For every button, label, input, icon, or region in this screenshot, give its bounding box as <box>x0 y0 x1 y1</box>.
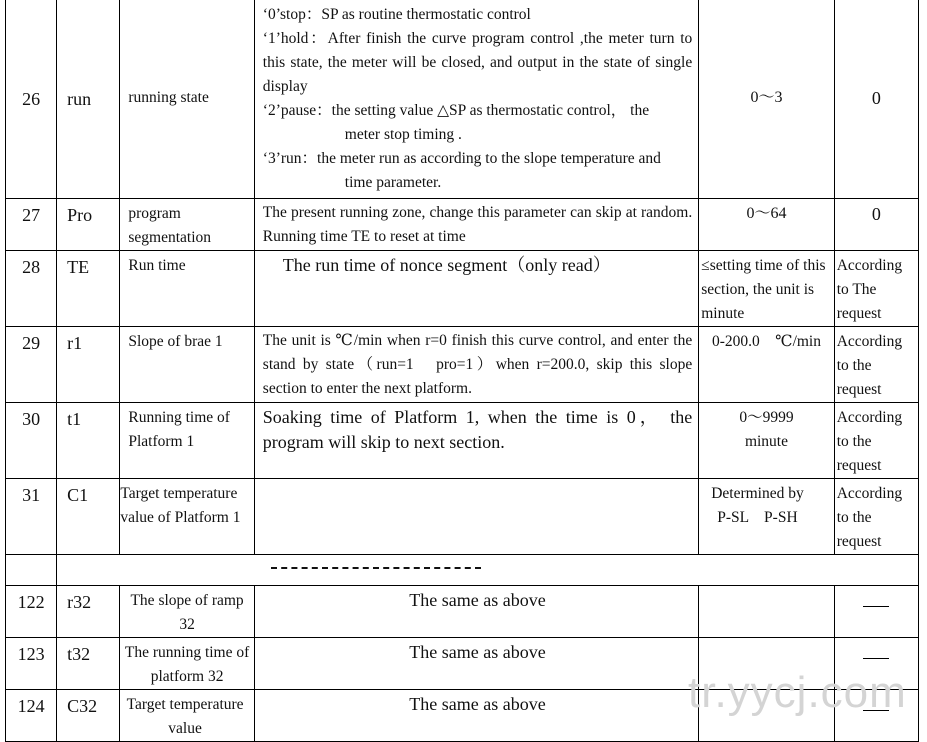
param-range: ≤setting time of this section, the unit is minute <box>699 251 834 327</box>
param-description: The same as above <box>254 690 698 742</box>
param-name: The slope of ramp 32 <box>120 586 254 638</box>
param-name: Target temperature value <box>120 690 254 742</box>
param-description <box>254 479 698 555</box>
param-code: r32 <box>57 586 120 638</box>
table-row <box>6 327 919 403</box>
param-name: Run time <box>120 251 254 327</box>
param-name: program segmentation <box>120 199 254 251</box>
table-row <box>6 0 919 199</box>
param-default: According to The request <box>834 251 918 327</box>
param-number: 123 <box>6 638 57 690</box>
param-description: Soaking time of Platform 1, when the time is 0， the program will skip to next section. <box>254 403 698 479</box>
param-default-blank <box>834 586 918 638</box>
table-row <box>6 586 919 638</box>
desc-line: ‘3’run：the meter run as according to the slope temperature and <box>262 150 661 167</box>
param-name: Target temperature value of Platform 1 <box>120 479 254 555</box>
parameter-table <box>5 0 919 742</box>
param-description: The unit is ℃/min when r=0 finish this curve control, and enter the stand by state（run=1 pro=1）when r=200.0, skip this slope section to enter the next platform. <box>254 327 698 403</box>
param-default: 0 <box>834 0 918 199</box>
blank-line <box>863 642 889 659</box>
desc-line: ‘2’pause：the setting value △SP as thermostatic control， the <box>262 102 650 119</box>
param-number: 30 <box>6 403 57 479</box>
param-description: The same as above <box>254 638 698 690</box>
param-number: 28 <box>6 251 57 327</box>
param-code: run <box>57 0 120 199</box>
param-description <box>254 0 698 199</box>
desc-line: meter stop timing . <box>344 126 462 143</box>
param-name: The running time of platform 32 <box>120 638 254 690</box>
param-range: Determined by P-SL P-SH <box>699 479 834 555</box>
table-row <box>6 251 919 327</box>
ellipsis-divider <box>57 555 919 586</box>
param-code: Pro <box>57 199 120 251</box>
param-default: According to the request <box>834 403 918 479</box>
param-number: 31 <box>6 479 57 555</box>
param-name: Running time of Platform 1 <box>120 403 254 479</box>
param-code: C32 <box>57 690 120 742</box>
dashed-line <box>271 567 481 569</box>
param-number: 122 <box>6 586 57 638</box>
param-default: According to the request <box>834 479 918 555</box>
param-code: t32 <box>57 638 120 690</box>
separator-row <box>6 555 919 586</box>
param-number: 27 <box>6 199 57 251</box>
param-range: 0～64 <box>699 199 834 251</box>
param-range: 0～3 <box>699 0 834 199</box>
desc-line: ‘0’stop：SP as routine thermostatic control <box>262 6 531 23</box>
param-name: running state <box>120 0 254 199</box>
param-code: TE <box>57 251 120 327</box>
desc-line: ‘1’hold：After finish the curve program control ,the meter turn to this state, the meter will be closed, and output in the state of single display <box>262 30 693 95</box>
param-default: 0 <box>834 199 918 251</box>
param-range: 0～9999 minute <box>699 403 834 479</box>
param-name: Slope of brae 1 <box>120 327 254 403</box>
param-default: According to the request <box>834 327 918 403</box>
watermark: tr.yycj.com <box>688 668 907 717</box>
separator-cell <box>6 555 57 586</box>
table-row <box>6 479 919 555</box>
param-code: C1 <box>57 479 120 555</box>
param-number: 29 <box>6 327 57 403</box>
param-range: 0-200.0 ℃/min <box>699 327 834 403</box>
param-number: 26 <box>6 0 57 199</box>
param-code: r1 <box>57 327 120 403</box>
table-row <box>6 403 919 479</box>
param-description: The same as above <box>254 586 698 638</box>
desc-line: time parameter. <box>344 174 442 191</box>
blank-line <box>863 590 889 607</box>
param-code: t1 <box>57 403 120 479</box>
param-description: The run time of nonce segment（only read） <box>254 251 698 327</box>
param-number: 124 <box>6 690 57 742</box>
table-row <box>6 199 919 251</box>
param-range <box>699 586 834 638</box>
param-description: The present running zone, change this parameter can skip at random. Running time TE to reset at time <box>254 199 698 251</box>
